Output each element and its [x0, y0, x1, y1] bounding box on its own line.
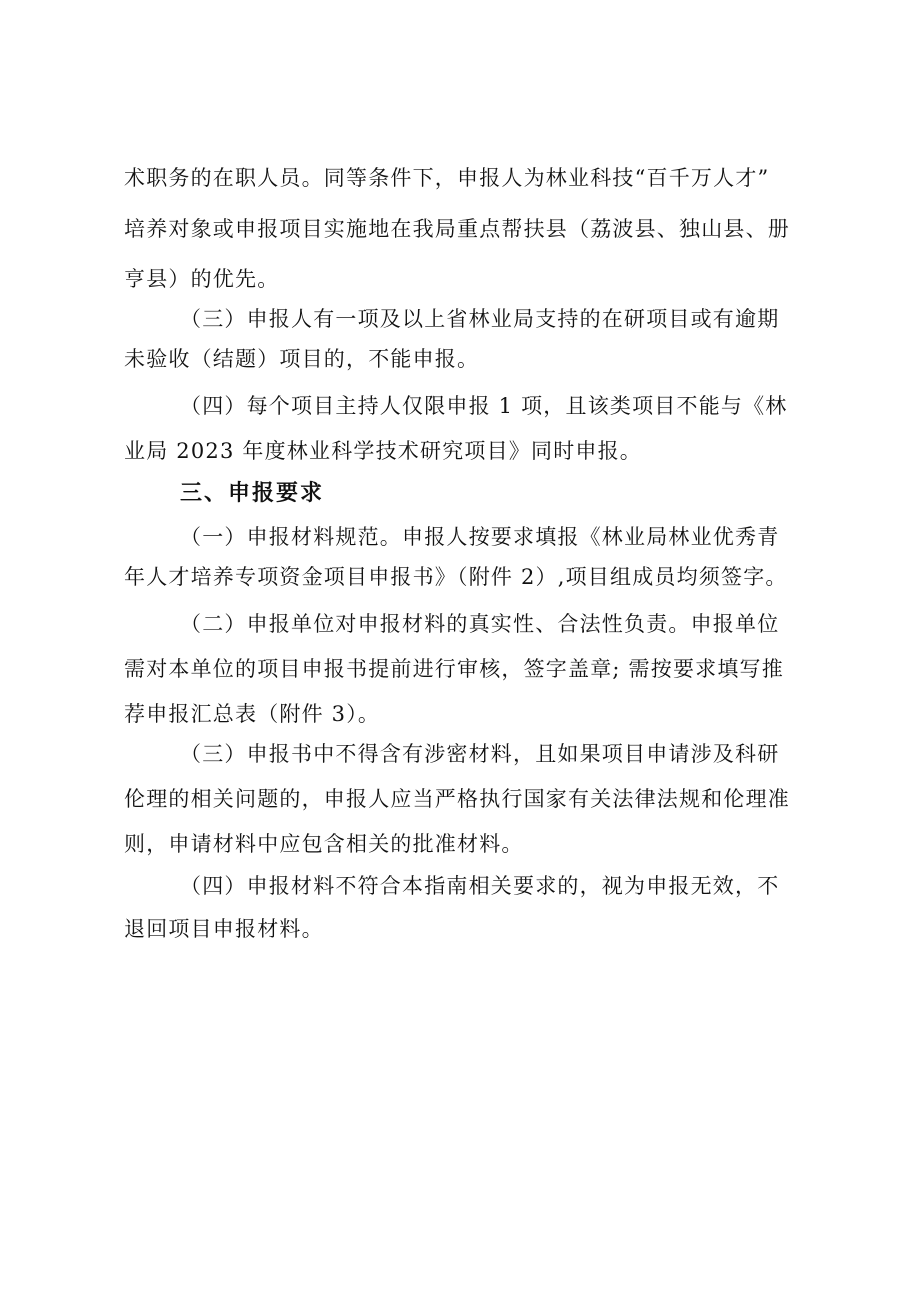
body-text-line: 术职务的在职人员。同等条件下，申报人为林业科技“百千万人才”: [124, 166, 770, 190]
body-text-line: （四）每个项目主持人仅限申报 1 项，且该类项目不能与《林: [180, 394, 788, 418]
body-text-line: （三）申报书中不得含有涉密材料，且如果项目申请涉及科研: [180, 742, 780, 766]
body-text-line: 年人才培养专项资金项目申报书》（附件 2）,项目组成员均须签字。: [124, 565, 788, 589]
body-text-line: 则，申请材料中应包含相关的批准材料。: [124, 832, 524, 856]
body-text-line: 业局 2023 年度林业科学技术研究项目》同时申报。: [124, 439, 642, 463]
body-text-line: 培养对象或申报项目实施地在我局重点帮扶县（荔波县、独山县、册: [124, 217, 790, 241]
body-text-line: 需对本单位的项目申报书提前进行审核，签字盖章; 需按要求填写推: [124, 657, 784, 681]
section-heading: 三、申报要求: [180, 481, 325, 506]
body-text-line: 伦理的相关问题的，申报人应当严格执行国家有关法律法规和伦理准: [124, 787, 790, 811]
body-text-line: （四）申报材料不符合本指南相关要求的，视为申报无效，不: [180, 874, 780, 898]
body-text-line: （二）申报单位对申报材料的真实性、合法性负责。申报单位: [180, 612, 780, 636]
body-text-line: 荐申报汇总表（附件 3）。: [124, 702, 381, 726]
body-text-line: （一）申报材料规范。申报人按要求填报《林业局林业优秀青: [180, 525, 780, 549]
body-text-line: （三）申报人有一项及以上省林业局支持的在研项目或有逾期: [180, 307, 780, 331]
body-text-line: 未验收（结题）项目的，不能申报。: [124, 347, 480, 371]
body-text-line: 亨县）的优先。: [124, 267, 280, 291]
body-text-line: 退回项目申报材料。: [124, 917, 324, 941]
